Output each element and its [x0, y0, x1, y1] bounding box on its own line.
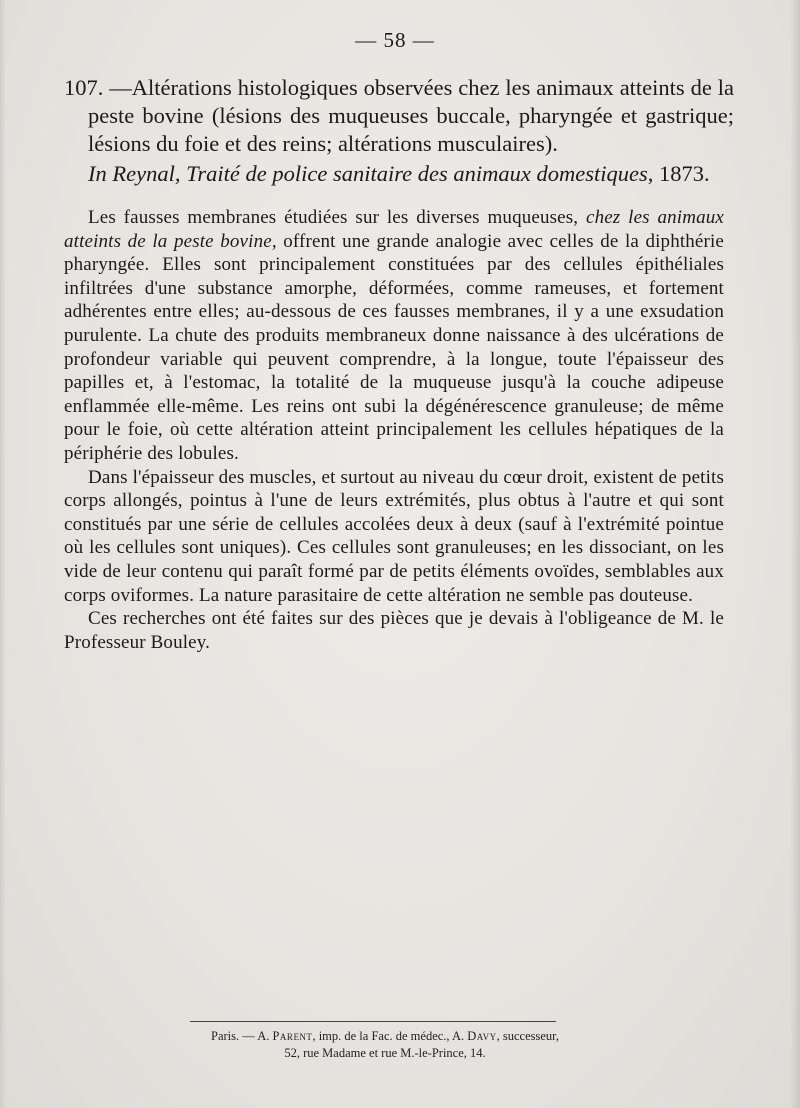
article-body — [64, 206, 724, 654]
article-number: 107. — [64, 75, 104, 100]
footer-rule — [190, 1021, 556, 1022]
paragraph-1 — [64, 206, 724, 466]
source-year: , 1873. — [647, 161, 710, 186]
footer-suffix: , successeur, — [496, 1029, 559, 1043]
footer-mid: , imp. de la Fac. de médec., A. — [312, 1029, 468, 1043]
paragraph-2: Dans l'épaisseur des muscles, et surtout au niveau du cœur droit, existent de petits corps allongés, pointus à l'une de leurs extrémités, plus obtus à l'autre et qui sont constitués par une série de cellules accolées deux à deux (sauf à l'extrémité pointue où les cellules sont uniques). Ces cellules sont granuleuses; en les dissociant, on les vide de leur contenu qui paraît formé par de petits éléments ovoïdes, semblables aux corps oviformes. La nature parasitaire de cette altération ne semble pas douteuse. — [64, 466, 724, 606]
paragraph-1-after: , offrent une grande analogie avec celles de la diphthérie pharyngée. Elles sont principalement constituées par des cellules épithéliales infiltrées d'une substance amorphe, déformées, comme rameuses, et fortement adhérentes entre elles; au-dessous de ces fausses membranes, il y a une exsudation purulente. La chute des produits membraneux donne naissance à des ulcérations de profondeur variable qui peuvent comprendre, à la longue, toute l'épaisseur des papilles et, à l'estomac, la totalité de la muqueuse jusqu'à la couche adipeuse enflammée elle-même. Les reins ont subi la dégénérescence granuleuse; de même pour le foie, où cette altération atteint principalement les cellules hépatiques de la périphérie des lobules. — [64, 230, 725, 464]
paragraph-3: Ces recherches ont été faites sur des pièces que je devais à l'obligeance de M. le Professeur Bouley. — [64, 608, 724, 653]
footer-line-1 — [170, 1028, 600, 1045]
article-source — [64, 160, 734, 188]
footer-successor: Davy — [467, 1029, 497, 1043]
source-work: Traité de police sanitaire des animaux domestiques — [186, 161, 648, 186]
article-heading — [64, 74, 734, 158]
page-edge-right — [790, 0, 800, 1108]
page-number: — 58 — — [355, 28, 435, 52]
footer-printer: Parent — [272, 1029, 313, 1043]
source-sep: , — [174, 161, 187, 186]
paragraph-1-before: Les fausses membranes étudiées sur les diverses muqueuses, — [88, 207, 586, 228]
article-header — [64, 74, 734, 188]
source-author: Reynal — [112, 161, 175, 186]
footer-line-2: 52, rue Madame et rue M.-le-Prince, 14. — [284, 1046, 486, 1060]
paragraph-1-italic: chez les animaux atteints de la peste bovine — [64, 207, 724, 252]
page-edge-left — [0, 0, 6, 1108]
article-title: —Altérations histologiques observées chez les animaux atteints de la peste bovine (lésions des muqueuses buccale, pharyngée et gastrique; lésions du foie et des reins; altérations musculaires). — [88, 75, 734, 156]
footer-prefix: Paris. — A. — [211, 1029, 273, 1043]
printer-footer — [170, 1028, 600, 1062]
source-prefix: In — [88, 161, 113, 186]
